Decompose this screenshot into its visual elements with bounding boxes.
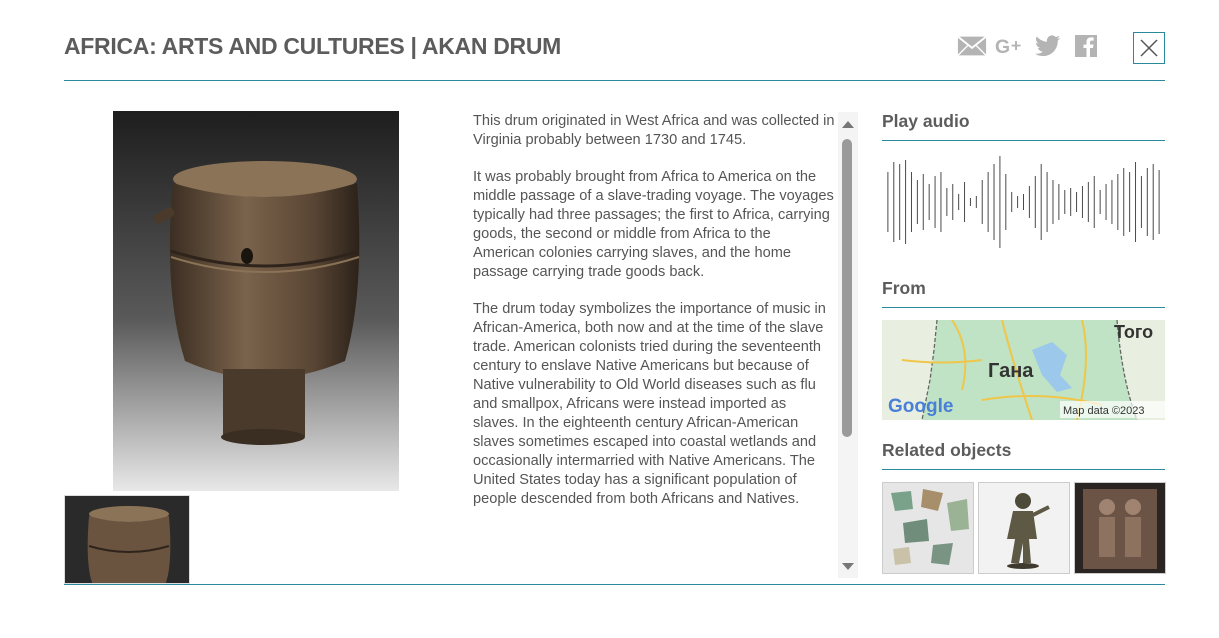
page-title: AFRICA: ARTS AND CULTURES | AKAN DRUM xyxy=(64,33,562,59)
map-neighbor-label: Того xyxy=(1114,322,1154,342)
modal-header xyxy=(64,0,1165,81)
map-attribution: Map data ©2023 xyxy=(1063,405,1145,417)
svg-text:+: + xyxy=(1010,35,1022,56)
google-plus-icon[interactable] xyxy=(995,33,1025,59)
related-heading: Related objects xyxy=(882,440,1165,470)
audio-heading: Play audio xyxy=(882,111,1165,141)
description-paragraph: The drum today symbolizes the importance of music in African-America, both now and at the time of the slave trade. American colonists tried during the seventeenth century to enslave Native Americans but because of Native vulnerability to Old World diseases such as flu and smallpox, Africans were instead imported as slaves. In the eighteenth century African-American slaves sometimes escaped into coastal wetlands and occasionally intermarried with Native Americans. The United States today has a significant population of people descended from both Africans and Natives. xyxy=(473,301,826,507)
facebook-icon[interactable] xyxy=(1071,33,1101,59)
audio-waveform[interactable] xyxy=(882,152,1165,252)
drum-main-image xyxy=(113,111,399,491)
email-icon[interactable] xyxy=(957,33,987,59)
description-scrollbar[interactable] xyxy=(838,112,858,578)
origin-map[interactable] xyxy=(882,320,1165,420)
scroll-down-icon[interactable] xyxy=(842,563,854,570)
description-paragraph: This drum originated in West Africa and was collected in Virginia probably between 1730 and 1745. xyxy=(473,113,835,148)
map-brand: Google xyxy=(888,396,954,417)
map-country-label: Гана xyxy=(988,360,1034,382)
svg-text:G: G xyxy=(995,36,1011,58)
from-heading: From xyxy=(882,278,1165,308)
description-paragraph: It was probably brought from Africa to America on the middle passage of a slave-trading voyage. The voyages typically had three passages; the first to Africa, carrying goods, the second or middle from Africa to the American colonies carrying slaves, and the home passage carrying trade goods back. xyxy=(473,169,834,280)
close-button[interactable] xyxy=(1133,32,1165,64)
close-icon xyxy=(1139,38,1159,58)
related-objects xyxy=(882,482,1166,574)
image-thumbnail[interactable] xyxy=(64,495,190,584)
related-object-thumbnail[interactable] xyxy=(978,482,1070,574)
related-object-thumbnail[interactable] xyxy=(882,482,974,574)
related-object-thumbnail[interactable] xyxy=(1074,482,1166,574)
share-bar xyxy=(957,33,1101,59)
twitter-icon[interactable] xyxy=(1033,33,1063,59)
footer-divider xyxy=(64,584,1165,585)
description-text xyxy=(473,112,835,572)
scroll-up-icon[interactable] xyxy=(842,121,854,128)
scrollbar-thumb[interactable] xyxy=(842,139,852,437)
